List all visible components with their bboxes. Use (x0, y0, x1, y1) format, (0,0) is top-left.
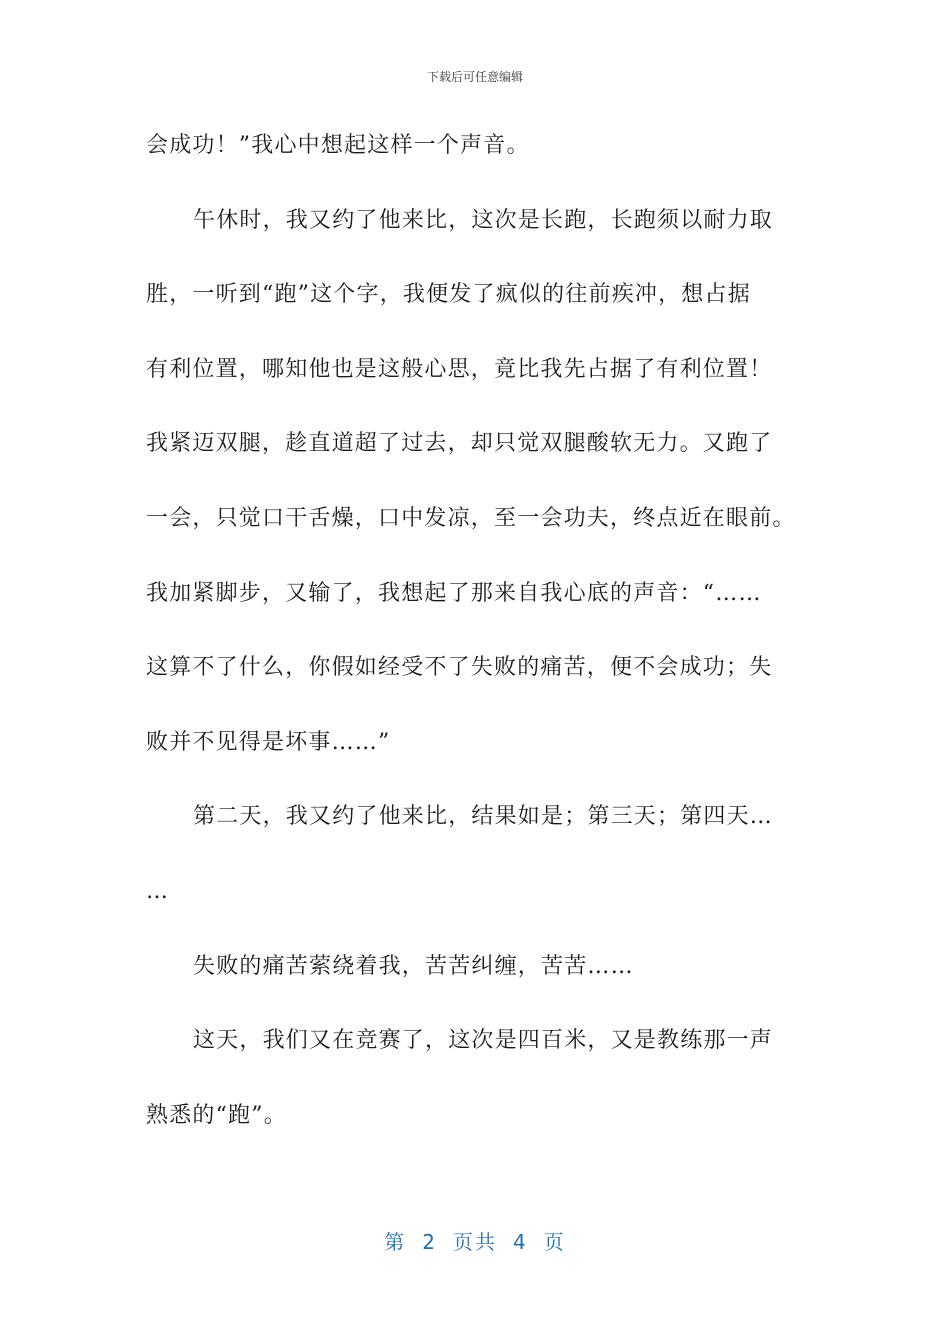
total-pages-number: 4 (513, 1230, 528, 1254)
text-line: 第二天，我又约了他来比，结果如是；第三天；第四天… (193, 804, 774, 830)
current-page-number: 2 (422, 1230, 437, 1254)
page-label-middle: 页共 (453, 1230, 497, 1254)
text-line: 失败的痛苦萦绕着我，苦苦纠缠，苦苦…… (193, 953, 634, 979)
page-label-suffix: 页 (543, 1230, 566, 1254)
text-line: 败并不见得是坏事……” (146, 729, 391, 755)
text-line: 我紧迈双腿，趁直道超了过去，却只觉双腿酸软无力。又跑了 (146, 431, 773, 457)
page-footer (0, 1226, 950, 1255)
text-line: 这天，我们又在竞赛了，这次是四百米，又是教练那一声 (193, 1028, 774, 1054)
document-body (146, 124, 806, 1168)
page-header: 下载后可任意编辑 (426, 70, 523, 84)
text-line: 这算不了什么，你假如经受不了失败的痛苦，便不会成功；失 (146, 655, 773, 681)
text-line: … (146, 878, 170, 904)
page-label-prefix: 第 (384, 1230, 407, 1254)
text-line: 午休时，我又约了他来比，这次是长跑，长跑须以耐力取 (193, 207, 774, 233)
text-line: 会成功！”我心中想起这样一个声音。 (146, 133, 530, 158)
text-line: 熟悉的“跑”。 (146, 1102, 287, 1128)
text-line: 胜，一听到“跑”这个字，我便发了疯似的往前疾冲，想占据 (146, 282, 751, 308)
text-line: 一会，只觉口干舌燥，口中发凉，至一会功夫，终点近在眼前。 (146, 505, 796, 531)
text-line: 我加紧脚步，又输了，我想起了那来自我心底的声音：“…… (146, 580, 762, 606)
text-line: 有利位置，哪知他也是这般心思，竟比我先占据了有利位置！ (146, 356, 773, 382)
